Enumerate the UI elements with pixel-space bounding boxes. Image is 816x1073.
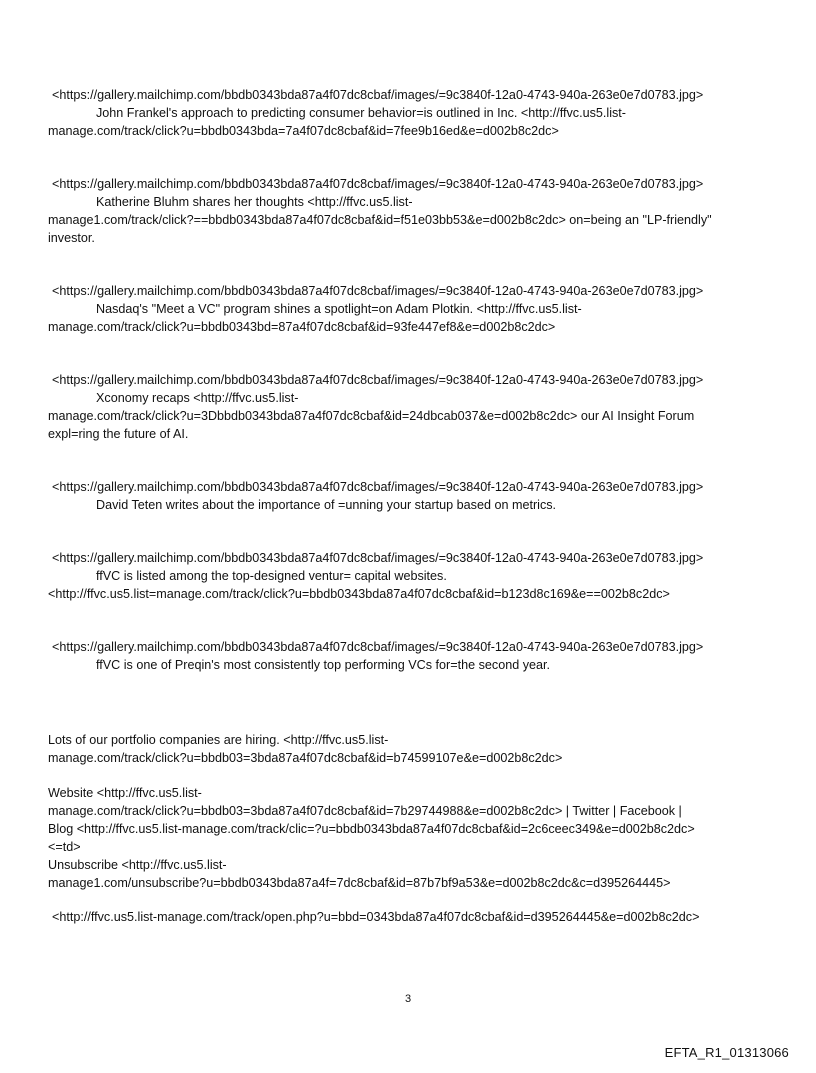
news-entry	[48, 478, 778, 514]
tracking-block	[48, 908, 778, 926]
image-link[interactable]: <https://gallery.mailchimp.com/bbdb0343bda87a4f07dc8cbaf/images/=9c3840f-12a0-4743-940a-263e0e7d0783.jpg>	[52, 177, 704, 191]
image-link[interactable]: <https://gallery.mailchimp.com/bbdb0343bda87a4f07dc8cbaf/images/=9c3840f-12a0-4743-940a-263e0e7d0783.jpg>	[52, 373, 704, 387]
news-entry	[48, 549, 778, 603]
entry-text-line: investor.	[48, 231, 95, 245]
image-link[interactable]: <https://gallery.mailchimp.com/bbdb0343bda87a4f07dc8cbaf/images/=9c3840f-12a0-4743-940a-263e0e7d0783.jpg>	[52, 88, 704, 102]
entry-link-line[interactable]: manage1.com/track/click?==bbdb0343bda87a4f07dc8cbaf&id=f51e03bb53&e=d002b8c2dc> on=being an "LP-friendly"	[48, 213, 712, 227]
hiring-paragraph	[48, 731, 778, 767]
td-fragment: <=td>	[48, 840, 81, 854]
entry-link-line[interactable]: <http://ffvc.us5.list=manage.com/track/click?u=bbdb0343bda87a4f07dc8cbaf&id=b123d8c169&e==002b8c2dc>	[48, 587, 670, 601]
entry-text-line: ffVC is one of Preqin's most consistently top performing VCs for=the second year.	[96, 658, 551, 672]
blog-link[interactable]: Blog <http://ffvc.us5.list-manage.com/track/clic=?u=bbdb0343bda87a4f07dc8cbaf&id=2c6ceec349&e=d002b8c2dc>	[48, 822, 695, 836]
entry-link-line[interactable]: manage.com/track/click?u=bbdb0343bd=87a4f07dc8cbaf&id=93fe447ef8&e=d002b8c2dc>	[48, 320, 556, 334]
tracking-link[interactable]: <http://ffvc.us5.list-manage.com/track/open.php?u=bbd=0343bda87a4f07dc8cbaf&id=d395264445&e=d002b8c2dc>	[52, 910, 700, 924]
hiring-text-line[interactable]: Lots of our portfolio companies are hiring. <http://ffvc.us5.list-	[48, 733, 389, 747]
entry-text-line: John Frankel's approach to predicting consumer behavior=is outlined in Inc. <http://ffvc.us5.list-	[96, 106, 626, 120]
entry-text-line: Nasdaq's "Meet a VC" program shines a spotlight=on Adam Plotkin. <http://ffvc.us5.list-	[96, 302, 582, 316]
entry-text-line: Katherine Bluhm shares her thoughts <http://ffvc.us5.list-	[96, 195, 413, 209]
news-entry	[48, 371, 778, 443]
image-link[interactable]: <https://gallery.mailchimp.com/bbdb0343bda87a4f07dc8cbaf/images/=9c3840f-12a0-4743-940a-263e0e7d0783.jpg>	[52, 284, 704, 298]
entry-link-line[interactable]: manage.com/track/click?u=3Dbbdb0343bda87a4f07dc8cbaf&id=24dbcab037&e=d002b8c2dc> our AI Insight Forum	[48, 409, 695, 423]
image-link[interactable]: <https://gallery.mailchimp.com/bbdb0343bda87a4f07dc8cbaf/images/=9c3840f-12a0-4743-940a-263e0e7d0783.jpg>	[52, 480, 704, 494]
entry-text-line: Xconomy recaps <http://ffvc.us5.list-	[96, 391, 299, 405]
news-entry	[48, 86, 778, 140]
entry-text-line: expl=ring the future of AI.	[48, 427, 189, 441]
hiring-link-line[interactable]: manage.com/track/click?u=bbdb03=3bda87a4f07dc8cbaf&id=b74599107e&e=d002b8c2dc>	[48, 751, 563, 765]
entry-text-line: ffVC is listed among the top-designed ventur= capital websites.	[96, 569, 447, 583]
footer-links	[48, 784, 778, 892]
page-number: 3	[404, 993, 412, 1005]
unsubscribe-link[interactable]: Unsubscribe <http://ffvc.us5.list-	[48, 858, 227, 872]
image-link[interactable]: <https://gallery.mailchimp.com/bbdb0343bda87a4f07dc8cbaf/images/=9c3840f-12a0-4743-940a-263e0e7d0783.jpg>	[52, 640, 704, 654]
unsubscribe-link-cont[interactable]: manage1.com/unsubscribe?u=bbdb0343bda87a4f=7dc8cbaf&id=87b7bf9a53&e=d002b8c2dc&c=d395264445>	[48, 876, 671, 890]
news-entry	[48, 638, 778, 674]
entry-text-line: David Teten writes about the importance of =unning your startup based on metrics.	[96, 498, 557, 512]
website-link-cont[interactable]: manage.com/track/click?u=bbdb03=3bda87a4f07dc8cbaf&id=7b29744988&e=d002b8c2dc> | Twitter | Facebook |	[48, 804, 682, 818]
entry-link-line[interactable]: manage.com/track/click?u=bbdb0343bda=7a4f07dc8cbaf&id=7fee9b16ed&e=d002b8c2dc>	[48, 124, 559, 138]
bates-number: EFTA_R1_01313066	[664, 1045, 789, 1060]
news-entry	[48, 175, 778, 247]
news-entry	[48, 282, 778, 336]
image-link[interactable]: <https://gallery.mailchimp.com/bbdb0343bda87a4f07dc8cbaf/images/=9c3840f-12a0-4743-940a-263e0e7d0783.jpg>	[52, 551, 704, 565]
website-link[interactable]: Website <http://ffvc.us5.list-	[48, 786, 202, 800]
